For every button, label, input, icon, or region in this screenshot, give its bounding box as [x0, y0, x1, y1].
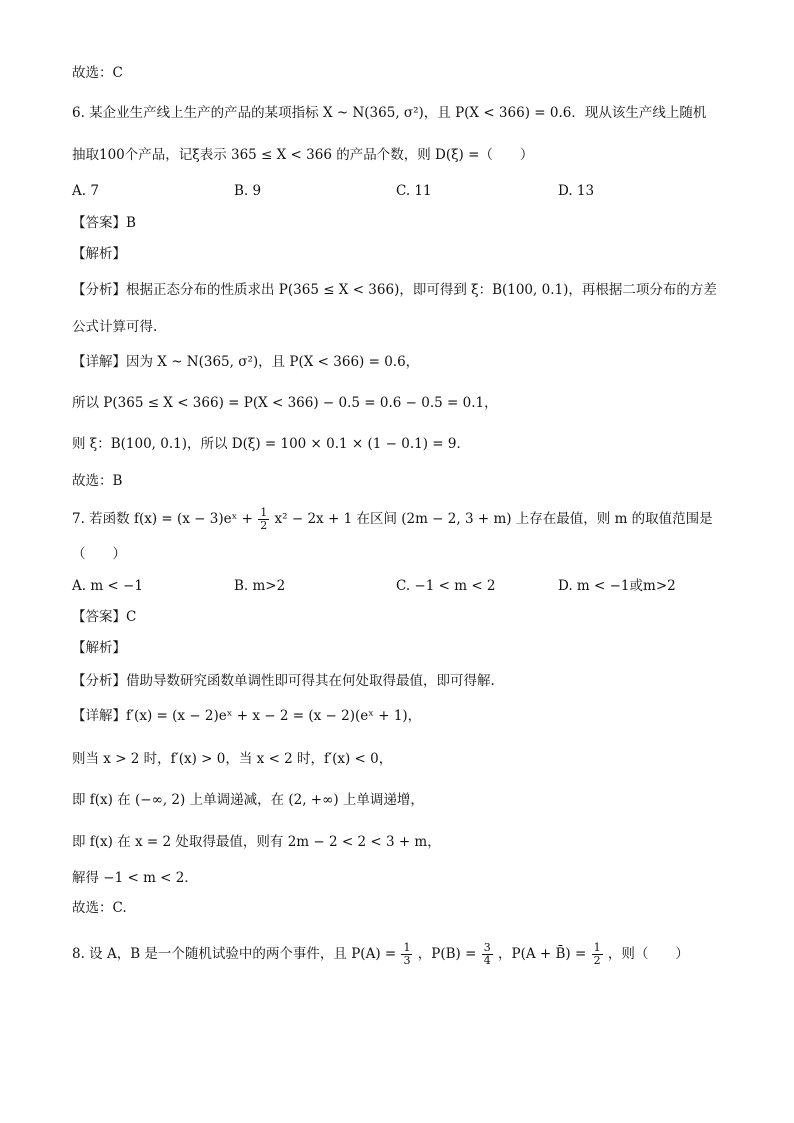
option-b: B. m>2 [234, 578, 286, 594]
option-c: C. −1 < m < 2 [396, 578, 496, 594]
question-7-blank: （ ） [72, 546, 126, 562]
option-a: A. 7 [72, 183, 99, 199]
question-6-stem: 6. 某企业生产线上生产的产品的某项指标 X ~ N(365, σ²)，且 P(X < 366) = 0.6．现从该生产线上随机 [72, 105, 707, 121]
detail-line-1: 【详解】f′(x) = (x − 2)eˣ + x − 2 = (x − 2)(eˣ + 1)， [72, 708, 422, 724]
fraction-three-quarters: $\frac{3}{4}$ [483, 941, 491, 967]
detail-line-4: 即 f(x) 在 x = 2 处取得最值，则有 2m − 2 < 2 < 3 + m， [72, 834, 441, 850]
detail-line-2: 则当 x > 2 时，f′(x) > 0，当 x < 2 时，f′(x) < 0， [72, 751, 393, 767]
option-a: A. m < −1 [72, 578, 143, 594]
fraction-one-half: $\frac{1}{2}$ [260, 506, 268, 532]
option-d: D. 13 [558, 183, 595, 199]
question-8-prefix: 8. 设 A，B 是一个随机试验中的两个事件，且 P(A) = [72, 946, 397, 962]
fraction-one-third: $\frac{1}{3}$ [403, 941, 411, 967]
detail-line-3: 则 ξ：B(100, 0.1)，所以 D(ξ) = 100 × 0.1 × (1 − 0.1) = 9． [72, 436, 470, 452]
option-d: D. m < −1或m>2 [558, 578, 676, 594]
detail-line-5: 解得 −1 < m < 2． [72, 870, 198, 886]
answer-choice-line: 故选：C [72, 65, 123, 81]
question-6-stem-cont: 抽取100个产品，记ξ表示 365 ≤ X < 366 的产品个数，则 D(ξ) =（ ） [72, 147, 534, 163]
question-8-stem [72, 940, 689, 968]
question-7-stem [72, 506, 713, 532]
question-7-suffix: x² − 2x + 1 在区间 (2m − 2, 3 + m) 上存在最值，则 m 的取值范围是 [274, 511, 713, 527]
answer-choice-line: 故选：C. [72, 900, 127, 916]
detail-line-2: 所以 P(365 ≤ X < 366) = P(X < 366) − 0.5 = 0.6 − 0.5 = 0.1， [72, 395, 498, 411]
option-b: B. 9 [234, 183, 262, 199]
question-8-mid-2: ，P(A + B̄) = [498, 946, 587, 962]
question-8-suffix: ，则（ ） [607, 946, 689, 962]
detail-line-1: 【详解】因为 X ~ N(365, σ²)，且 P(X < 366) = 0.6， [72, 354, 420, 370]
analysis-label: 【解析】 [72, 640, 126, 656]
analysis-summary: 【分析】借助导数研究函数单调性即可得其在何处取得最值，即可得解. [72, 673, 495, 689]
analysis-summary-cont: 公式计算可得. [72, 319, 158, 335]
answer-label: 【答案】B [72, 215, 136, 231]
analysis-label: 【解析】 [72, 246, 126, 262]
answer-label: 【答案】C [72, 609, 137, 625]
fraction-one-half: $\frac{1}{2}$ [593, 941, 601, 967]
answer-choice-line: 故选：B [72, 473, 123, 489]
question-7-prefix: 7. 若函数 f(x) = (x − 3)eˣ + [72, 511, 253, 527]
question-8-mid-1: ，P(B) = [417, 946, 477, 962]
option-c: C. 11 [396, 183, 432, 199]
analysis-summary: 【分析】根据正态分布的性质求出 P(365 ≤ X < 366)，即可得到 ξ：B(100, 0.1)，再根据二项分布的方差 [72, 282, 717, 298]
detail-line-3: 即 f(x) 在 (−∞, 2) 上单调递减，在 (2, +∞) 上单调递增， [72, 792, 424, 808]
